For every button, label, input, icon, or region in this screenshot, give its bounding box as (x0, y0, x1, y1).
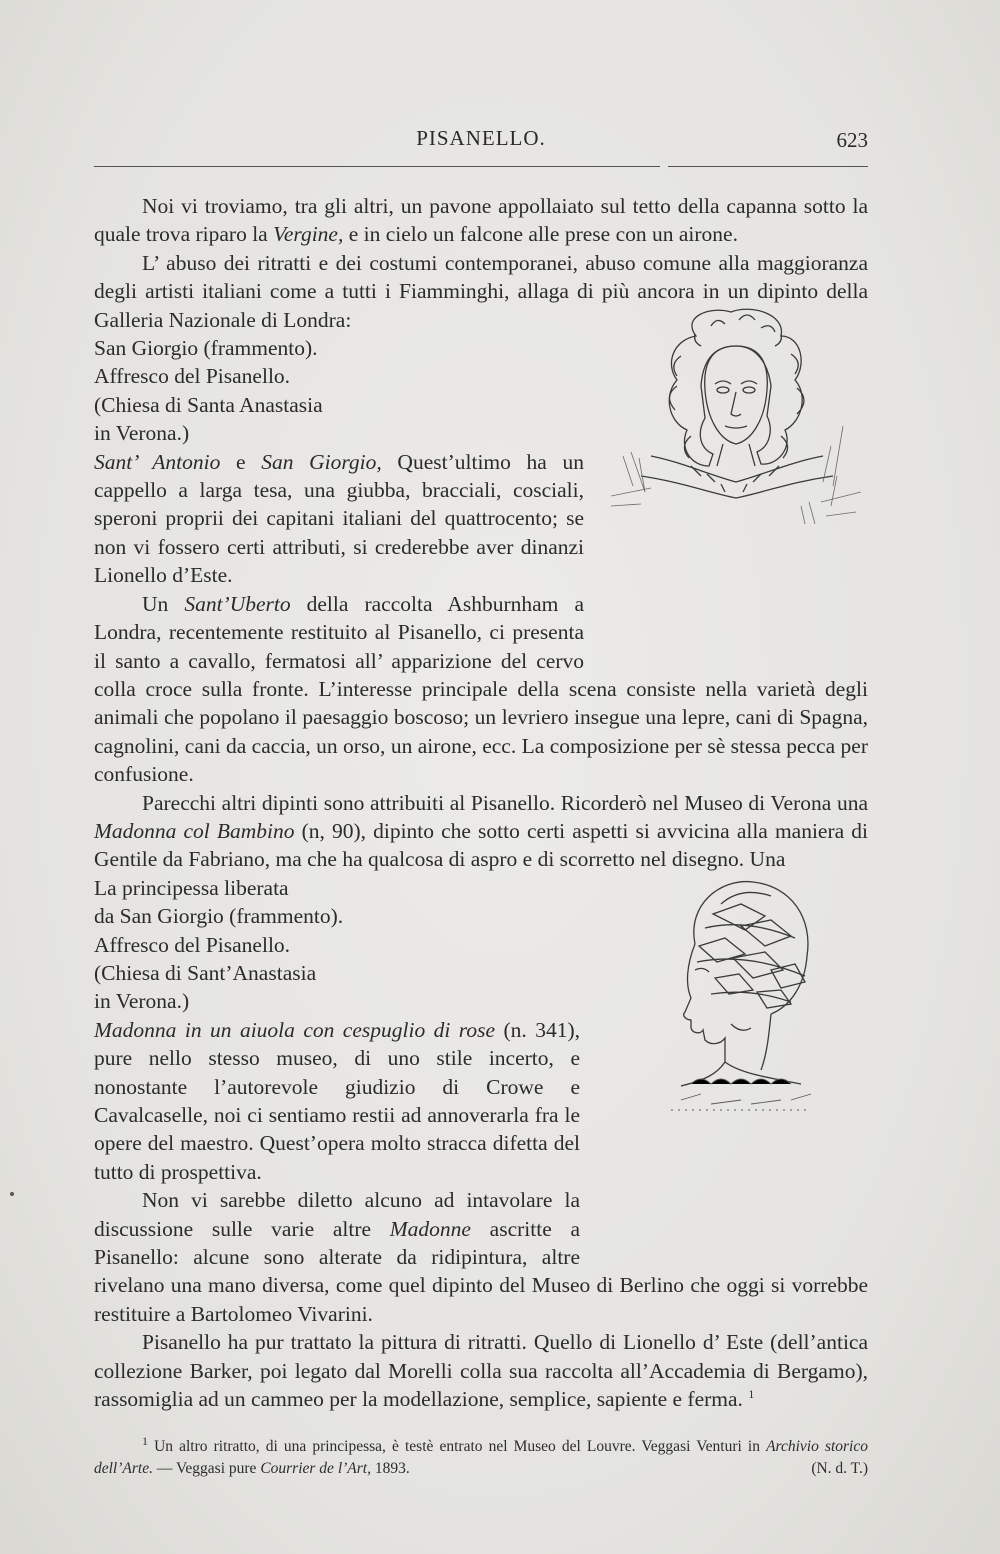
caption-line: in Verona.) (94, 989, 190, 1014)
footnote-marker: 1 (142, 1433, 148, 1448)
paragraph-6 (94, 1328, 868, 1413)
paragraph-1 (94, 192, 868, 249)
text-run: e in cielo un falcone alle prese con un airone. (343, 222, 738, 247)
margin-speck (10, 1192, 14, 1196)
principessa-portrait (621, 874, 851, 1114)
caption-line: Affresco del Pisanello. (94, 364, 291, 389)
text-run: (n. 341), pure nello stesso museo, di uno stile incerto, e nonostante l’autorevole giudizio di Crowe e Cavalcaselle, noi ci sentiamo restii ad annoverarla fra le opere del maestro. Quest’opera molto stracca difetta del tutto di prospettiva. (94, 1017, 580, 1184)
running-title: PISANELLO. (416, 126, 546, 150)
body-text (94, 192, 868, 1413)
text-run: della raccolta Ashburnham a Londra, recentemente restituito al Pisanello, ci presenta il santo a cavallo, fermatosi all’ apparizione del cervo colla croce sulla fronte. L’interesse principale della scena consiste nella varietà degli animali che popolano il paesaggio boscoso; un levriero insegue una lepre, cani di Spagna, cagnolini, cani da caccia, un orso, un airone, ecc. La composizione per sè stessa pecca per confusione. (94, 591, 868, 787)
caption-line: Affresco del Pisanello. (94, 932, 291, 957)
text-run: Non vi sarebbe diletto alcuno ad intavolare la discussione sulle varie altre (94, 1188, 580, 1241)
page-number: 623 (836, 128, 868, 152)
header-rule-left (94, 166, 660, 167)
footnote-text (94, 1433, 868, 1480)
italic-title: Sant’ Antonio (94, 449, 221, 474)
text-run: Un (142, 591, 185, 616)
header-rule-right (668, 166, 868, 167)
paragraph-2 (94, 249, 868, 334)
italic-title: Madonne (389, 1216, 471, 1241)
text-run: L’ abuso dei ritratti e dei costumi contemporanei, abuso comune alla maggioranza degli artisti italiani come a tutti i Fiamminghi, allaga di più ancora in un dipinto della Galleria Nazionale di Londra: (94, 250, 868, 332)
italic-title: San Giorgio, (261, 449, 382, 474)
caption-line: (Chiesa di Santa Anastasia (94, 392, 323, 417)
text-run: 1893. (370, 1460, 410, 1477)
text-run: Noi vi troviamo, tra gli altri, un pavone appollaiato sul tetto della capanna sotto la quale trova riparo la (94, 194, 868, 247)
text-run: Parecchi altri dipinti sono attribuiti al Pisanello. Ricorderò nel Museo di Verona una (142, 790, 868, 815)
page-header (94, 126, 868, 160)
san-giorgio-portrait (611, 306, 861, 526)
text-run: ascritte a Pisanello: alcune sono alterate da ridipintura, altre rivelano una mano diversa, come quel dipinto del Museo di Berlino che oggi si vorrebbe restituire a Bartolomeo Vivarini. (94, 1216, 868, 1326)
italic-title: Madonna col Bambino (94, 818, 295, 843)
text-run: Un altro ritratto, di una principessa, è testè entrato nel Museo del Louvre. Veggasi Venturi in (148, 1438, 767, 1455)
footnote-reference: 1 (748, 1386, 755, 1401)
text-run: (n, 90), dipinto che sotto certi aspetti si avvicina alla maniera di Gentile da Fabriano, ma che ha qualcosa di aspro e di scorretto nel disegno. Una (94, 818, 868, 872)
italic-title: Sant’Uberto (184, 591, 291, 616)
caption-line: San Giorgio (frammento). (94, 336, 318, 361)
italic-title: Madonna in un aiuola con cespuglio di rose (94, 1017, 496, 1042)
text-run: Quest’ultimo ha un cappello a larga tesa, una giubba, bracciali, cosciali, speroni proprii dei capitani italiani del quattrocento; se non vi fossero certi attributi, si crederebbe aver dinanzi Lionello d’Este. (94, 449, 584, 588)
text-run: — Veggasi pure (152, 1460, 261, 1477)
text-run: e (220, 449, 262, 474)
translator-note: (N. d. T.) (811, 1460, 868, 1477)
footnote (94, 1433, 868, 1480)
caption-line: (Chiesa di Sant’Anastasia (94, 960, 317, 985)
caption-line: da San Giorgio (frammento). (94, 904, 344, 929)
caption-line: in Verona.) (94, 421, 190, 446)
figure-san-giorgio (594, 306, 878, 660)
italic-title: Archivio storico dell’Arte. (94, 1438, 868, 1477)
italic-title: Courrier de l’Art, (260, 1460, 371, 1477)
paragraph-4 (94, 789, 868, 874)
caption-line: La principessa liberata (94, 875, 289, 900)
italic-title: Vergine, (273, 222, 344, 247)
text-run: Pisanello ha pur trattato la pittura di ritratti. Quello di Lionello d’ Este (dell’antica collezione Barker, poi legato dal Morelli colla sua raccolta all’Accademia di Bergamo), rassomiglia ad un cammeo per la modellazione, semplice, sapiente e ferma. (94, 1330, 868, 1412)
figure-principessa (594, 874, 878, 1252)
